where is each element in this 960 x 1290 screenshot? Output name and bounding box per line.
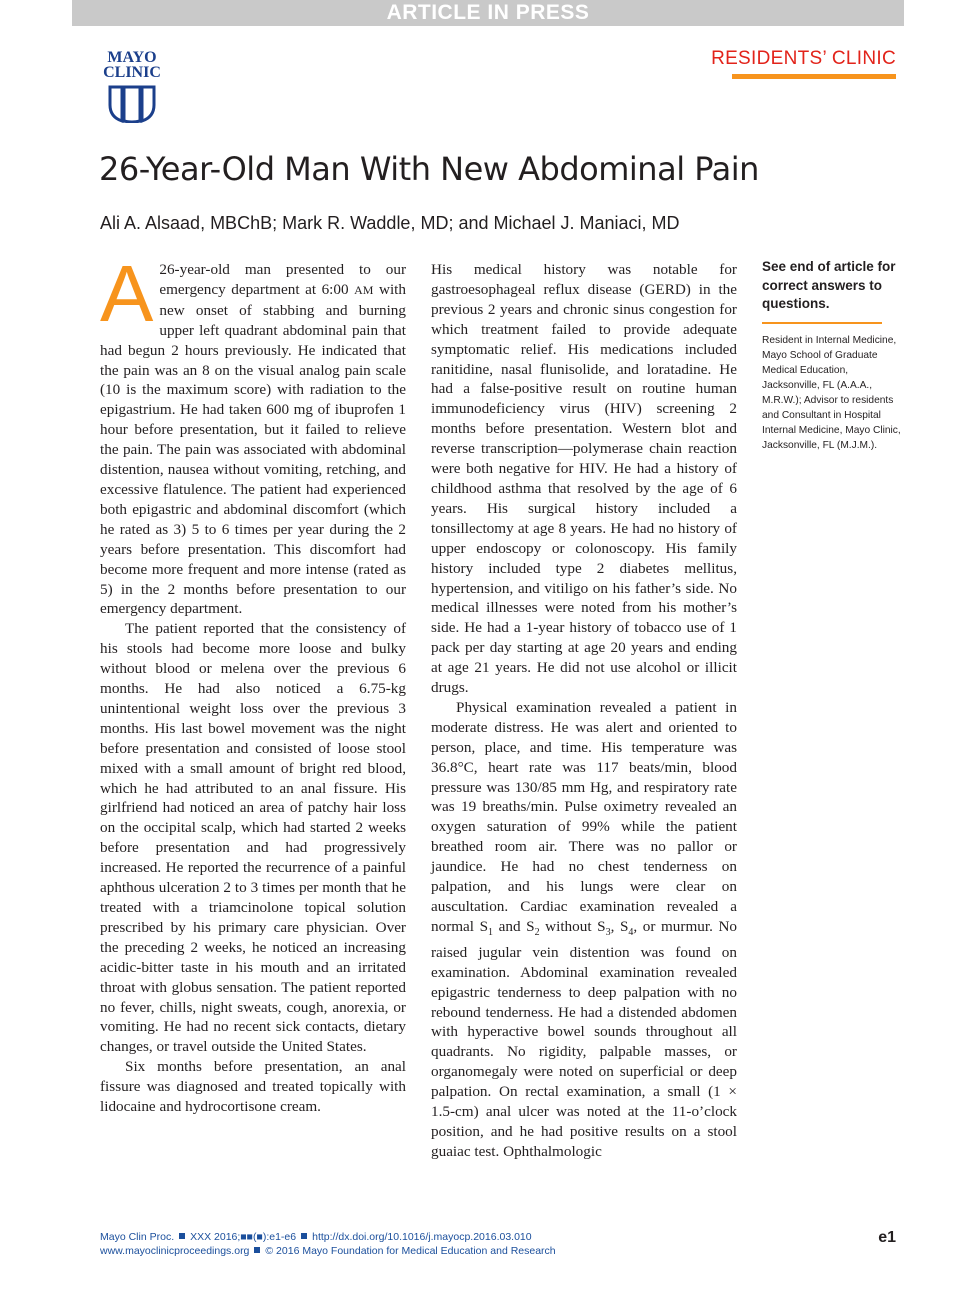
footer-line-2 xyxy=(100,1245,556,1257)
paragraph-5 xyxy=(431,698,737,1162)
mayo-clinic-logo xyxy=(96,50,168,123)
page-number: e1 xyxy=(878,1229,896,1246)
footer-square-icon xyxy=(301,1233,307,1239)
paragraph-2: The patient reported that the consistency of his stools had become more loose and bulky without blood or melena over the previous 6 months. He had also noticed a 6.75-kg unintentional weight loss over the previous 3 months. His last bowel movement was the night before presentation and consisted of loose stool mixed with a small amount of bright red blood, which he had attributed to an anal fissure. His girlfriend had noticed an area of patchy hair loss on the occipital scalp, which had started 2 weeks before presentation and had progressively increased. He reported the recurrence of a painful aphthous ulceration 2 to 3 times per month that he treated with a triamcinolone topical solution prescribed by his primary care physician. Over the preceding 2 weeks, he noticed an increasing acidic-bitter taste in his mouth and an irritated throat with globus sensation. The patient reported no fever, chills, night sweats, cough, anorexia, or vomiting. He had no recent sick contacts, dietary changes, or travel outside the United States. xyxy=(100,620,406,1056)
sidebar-rule xyxy=(762,322,882,324)
answers-note: See end of article for correct answers to questions. xyxy=(762,259,896,311)
paragraph-4: His medical history was notable for gastroesophageal reflux disease (GERD) in the previous 2 years and chronic sinus congestion for which treatment failed to provide adequate symptomatic relief. His medications included ranitidine, nasal flunisolide, and loratadine. He had a false-positive result on routine human immunodeficiency virus (HIV) screening 2 months before presentation. Western blot and reverse transcription—polymerase chain reaction were both negative for HIV. He had a history of childhood asthma that resolved by the age of 6 years. His surgical history included a tonsillectomy at age 8 years. He had no history of upper endoscopy or colonoscopy. His family history included type 2 diabetes mellitus, hypertension, and vitiligo on his father’s side. No medical illnesses were noted from his mother’s side. He had a 1-year history of tobacco use of 1 pack per day starting at age 20 years and ending at age 21 years. He did not use alcohol or illicit drugs. xyxy=(431,261,737,697)
subscript-1: 1 xyxy=(488,926,494,938)
footer-square-icon xyxy=(179,1233,185,1239)
subscript-2: 2 xyxy=(534,926,540,938)
text-without: without S xyxy=(539,917,606,935)
paragraph-5-text-a: Physical examination revealed a patient in moderate distress. He was alert and oriented to person, place, and time. His temperature was 36.8°C, heart rate was 117 beats/min, blood pressure was 130/85 mm Hg, and respiratory rate was 19 breaths/min. Pulse oximetry revealed an oxygen saturation of 99% while the patient breathed room air. There was no pallor or jaundice. He had no chest tenderness on palpation, and his lungs were clear on auscultation. Cardiac examination revealed a normal S xyxy=(431,698,737,935)
footer-journal: Mayo Clin Proc. xyxy=(100,1231,175,1243)
paragraph-3: Six months before presentation, an anal fissure was diagnosed and treated topically with lidocaine and hydrocortisone cream. xyxy=(100,1058,406,1116)
footer-copyright: © 2016 Mayo Foundation for Medical Education and Research xyxy=(265,1245,556,1257)
footer-doi-link[interactable]: http://dx.doi.org/10.1016/j.mayocp.2016.03.010 xyxy=(312,1231,532,1243)
logo-text-mayo: MAYO xyxy=(107,49,157,66)
article-authors: Ali A. Alsaad, MBChB; Mark R. Waddle, MD; and Michael J. Maniaci, MD xyxy=(100,213,680,233)
paragraph-1-text-b: with new onset of stabbing and burning upper left quadrant abdominal pain that had begun 2 hours previously. He indicated that the pain was an 8 on the visual analog pain scale (10 is the maximum score) with radiation to the epigastrium. He had taken 600 mg of ibuprofen 1 hour before presentation, but it failed to relieve the pain. The pain was associated with abdominal distention, nausea without vomiting, retching, and excessive flatulence. The patient had experienced both epigastric and abdominal discomfort (which he rated as 3) 5 to 6 times per year during the 2 years before presentation. This discomfort had become more frequent and more intense (rated as 5) in the 2 months before presentation to our emergency department. xyxy=(100,280,406,618)
time-am: AM xyxy=(354,282,374,297)
section-label: RESIDENTS’ CLINIC xyxy=(711,48,896,69)
section-rule xyxy=(732,74,896,79)
subscript-4: 4 xyxy=(628,926,634,938)
subscript-3: 3 xyxy=(605,926,611,938)
footer-site-link[interactable]: www.mayoclinicproceedings.org xyxy=(100,1245,250,1257)
footer-square-icon xyxy=(254,1247,260,1253)
logo-text-clinic: CLINIC xyxy=(103,64,161,81)
body-column-1 xyxy=(100,249,406,1117)
drop-cap: A xyxy=(100,249,154,338)
text-comma: , S xyxy=(610,917,629,935)
paragraph-5-text-b: , or murmur. No raised jugular vein distention was found on examination. Abdominal examination revealed epigastric tenderness to deep palpation with no rebound tenderness. He had a distended abdomen with hyperactive bowel sounds throughout all quadrants. No rigidity, palpable masses, or organomegaly were noted on superficial or deep palpation. On rectal examination, a small (1 × 1.5-cm) anal ulcer was noted at the 11-o’clock position, and he had positive results on a stool guaiac test. Ophthalmologic xyxy=(431,917,738,1160)
footer-line-1 xyxy=(100,1231,532,1243)
body-column-2 xyxy=(431,260,737,1162)
paragraph-1 xyxy=(100,249,406,619)
text-and: and S xyxy=(493,917,535,935)
footer-issue: XXX 2016;■■(■):e1-e6 xyxy=(190,1231,297,1243)
article-title: 26-Year-Old Man With New Abdominal Pain xyxy=(99,150,759,188)
article-in-press-banner: ARTICLE IN PRESS xyxy=(72,0,904,26)
author-affiliations: Resident in Internal Medicine, Mayo School of Graduate Medical Education, Jacksonville, FL (A.A.A., M.R.W.); Advisor to residents and Consultant in Hospital Internal Medicine, Mayo Clinic, Jacksonville, FL (M.J.M.). xyxy=(762,335,901,451)
paragraph-1-text-a: 26-year-old man presented to our emergency department at 6:00 xyxy=(159,261,406,298)
mayo-shield-icon xyxy=(106,83,158,123)
